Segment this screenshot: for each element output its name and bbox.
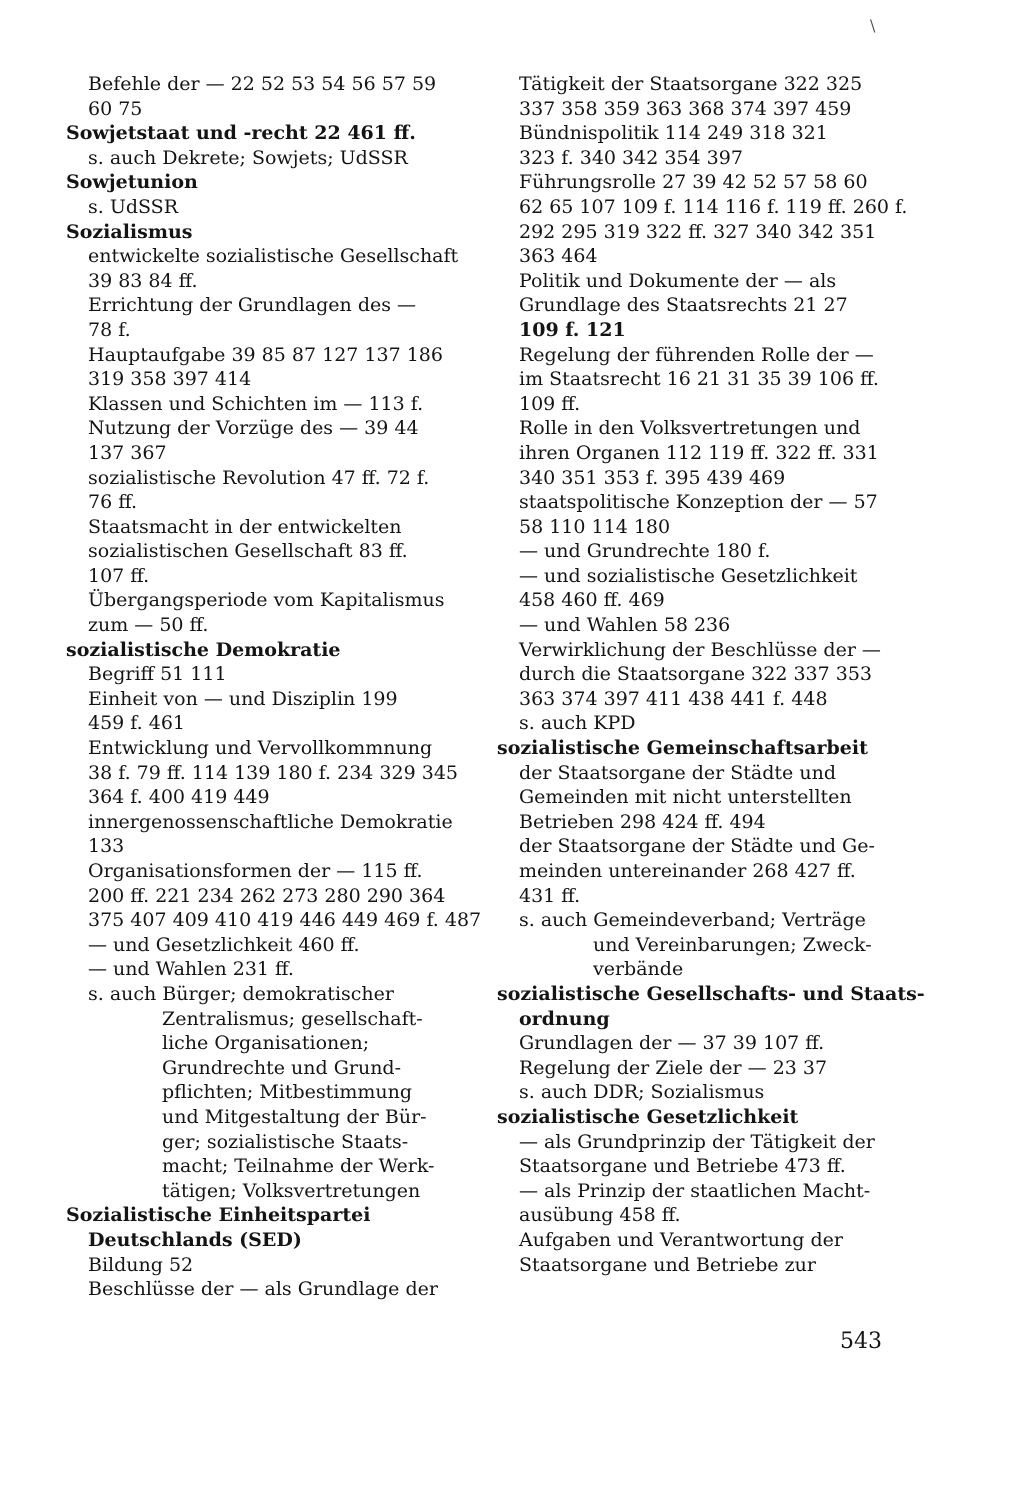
index-line: s. UdSSR [88,195,179,218]
index-line: s. auch Dekrete; Sowjets; UdSSR [88,146,408,169]
index-line: 364 f. 400 419 449 [88,786,270,809]
index-line: Grundrechte und Grund- [162,1056,402,1079]
index-line: Aufgaben und Verantwortung der [519,1228,843,1251]
index-line: — und sozialistische Gesetzlichkeit [519,564,858,587]
index-line: Regelung der führenden Rolle der — [519,343,874,366]
index-line: Entwicklung und Vervollkommnung [88,737,433,760]
index-line: 62 65 107 109 f. 114 116 f. 119 ff. 260 f. [519,195,908,218]
index-line: Grundlage des Staatsrechts 21 27 [519,294,848,317]
index-line: Grundlagen der — 37 39 107 ff. [519,1032,825,1055]
index-line: Regelung der Ziele der — 23 37 [519,1056,828,1079]
index-heading: Deutschlands (SED) [88,1228,302,1251]
index-column-left [66,72,486,1302]
index-line: Staatsmacht in der entwickelten [88,515,402,538]
index-line: durch die Staatsorgane 322 337 353 [519,663,873,686]
index-line: Beschlüsse der — als Grundlage der [88,1278,438,1301]
index-line: Nutzung der Vorzüge des — 39 44 [88,417,419,440]
index-line: Übergangsperiode vom Kapitalismus [88,589,445,612]
index-line: Rolle in den Volksvertretungen und [519,417,861,440]
index-line: 109 ff. [519,392,581,415]
index-heading: Sowjetunion [66,171,198,194]
index-line: sozialistische Revolution 47 ff. 72 f. [88,466,430,489]
index-line: 458 460 ff. 469 [519,589,665,612]
index-line: der Staatsorgane der Städte und [519,761,836,784]
index-line: — und Gesetzlichkeit 460 ff. [88,933,360,956]
index-line: und Vereinbarungen; Zweck- [593,933,872,956]
index-line: — als Prinzip der staatlichen Macht- [519,1179,871,1202]
index-line: — und Wahlen 231 ff. [88,958,294,981]
index-heading: 109 f. 121 [519,318,626,341]
index-heading: ordnung [519,1007,610,1030]
index-line: s. auch KPD [519,712,636,735]
index-line: im Staatsrecht 16 21 31 35 39 106 ff. [519,368,879,391]
index-line: macht; Teilnahme der Werk- [162,1155,435,1178]
index-line: Politik und Dokumente der — als [519,269,837,292]
index-line: und Mitgestaltung der Bür- [162,1105,427,1128]
index-line: Zentralismus; gesellschaft- [162,1007,423,1030]
index-line: 58 110 114 180 [519,515,671,538]
index-line: staatspolitische Konzeption der — 57 [519,491,878,514]
index-line: 200 ff. 221 234 262 273 280 290 364 [88,884,446,907]
index-line: s. auch Gemeindeverband; Verträge [519,909,866,932]
index-heading: sozialistische Gesellschafts- und Staats- [497,982,925,1005]
index-heading: sozialistische Demokratie [66,638,341,661]
index-line: 375 407 409 410 419 446 449 469 f. 487 [88,909,482,932]
margin-mark: \ [870,16,876,35]
index-line: sozialistischen Gesellschaft 83 ff. [88,540,408,563]
index-heading: sozialistische Gemeinschaftsarbeit [497,737,868,760]
index-heading: Sozialismus [66,220,193,243]
index-heading: Sowjetstaat und -recht 22 461 ff. [66,122,416,145]
index-line: Organisationsformen der — 115 ff. [88,860,423,882]
index-line: 363 464 [519,245,598,268]
index-line: 319 358 397 414 [88,368,252,391]
index-line: 133 [88,835,125,858]
index-line: Staatsorgane und Betriebe 473 ff. [519,1155,846,1178]
index-line: Befehle der — 22 52 53 54 56 57 59 [88,73,437,95]
index-line: — als Grundprinzip der Tätigkeit der [519,1130,875,1153]
index-line: Errichtung der Grundlagen des — [88,294,417,317]
index-line: ger; sozialistische Staats- [162,1130,409,1153]
index-line: 60 75 [88,97,143,120]
index-line: Bündnispolitik 114 249 318 321 [519,122,828,145]
index-line: — und Wahlen 58 236 [519,614,731,637]
index-line: 363 374 397 411 438 441 f. 448 [519,687,828,710]
index-line: Klassen und Schichten im — 113 f. [88,392,424,415]
index-line: der Staatsorgane der Städte und Ge- [519,835,875,858]
index-line: 459 f. 461 [88,712,186,735]
index-line: pflichten; Mitbestimmung [162,1081,413,1104]
index-line: 431 ff. [519,884,581,907]
index-heading: Sozialistische Einheitspartei [66,1204,371,1227]
index-line: Staatsorgane und Betriebe zur [519,1253,816,1276]
index-line: Verwirklichung der Beschlüsse der — [519,638,881,661]
index-line: verbände [593,958,684,981]
index-line: zum — 50 ff. [88,614,209,637]
index-line: 78 f. [88,318,131,341]
index-line: ihren Organen 112 119 ff. 322 ff. 331 [519,441,879,464]
index-line: ausübung 458 ff. [519,1204,681,1227]
index-line: — und Grundrechte 180 f. [519,540,771,563]
index-line: tätigen; Volksvertretungen [162,1179,421,1202]
index-column-right [497,72,925,1277]
index-line: Einheit von — und Disziplin 199 [88,687,398,710]
index-line: meinden untereinander 268 427 ff. [519,860,856,882]
index-line: 137 367 [88,441,167,464]
index-line: innergenossenschaftliche Demokratie [88,810,453,833]
index-line: liche Organisationen; [162,1032,370,1055]
index-line: Führungsrolle 27 39 42 52 57 58 60 [519,171,868,194]
index-line: entwickelte sozialistische Gesellschaft [88,245,459,268]
index-line: s. auch Bürger; demokratischer [88,982,394,1005]
index-line: 39 83 84 ff. [88,269,198,292]
index-line: Bildung 52 [88,1253,194,1276]
index-line: 76 ff. [88,491,138,514]
index-line: 323 f. 340 342 354 397 [519,146,743,169]
index-line: Tätigkeit der Staatsorgane 322 325 [519,73,863,95]
index-line: 107 ff. [88,564,150,587]
index-line: s. auch DDR; Sozialismus [519,1081,765,1104]
index-line: Betrieben 298 424 ff. 494 [519,810,766,833]
page-number: 543 [840,1329,882,1354]
index-line: 38 f. 79 ff. 114 139 180 f. 234 329 345 [88,761,458,784]
index-line: 292 295 319 322 ff. 327 340 342 351 [519,220,877,243]
index-line: Begriff 51 111 [88,663,227,686]
index-line: 340 351 353 f. 395 439 469 [519,466,786,489]
index-line: Gemeinden mit nicht unterstellten [519,786,852,809]
index-line: Hauptaufgabe 39 85 87 127 137 186 [88,343,443,366]
index-line: 337 358 359 363 368 374 397 459 [519,97,852,120]
index-heading: sozialistische Gesetzlichkeit [497,1105,799,1128]
